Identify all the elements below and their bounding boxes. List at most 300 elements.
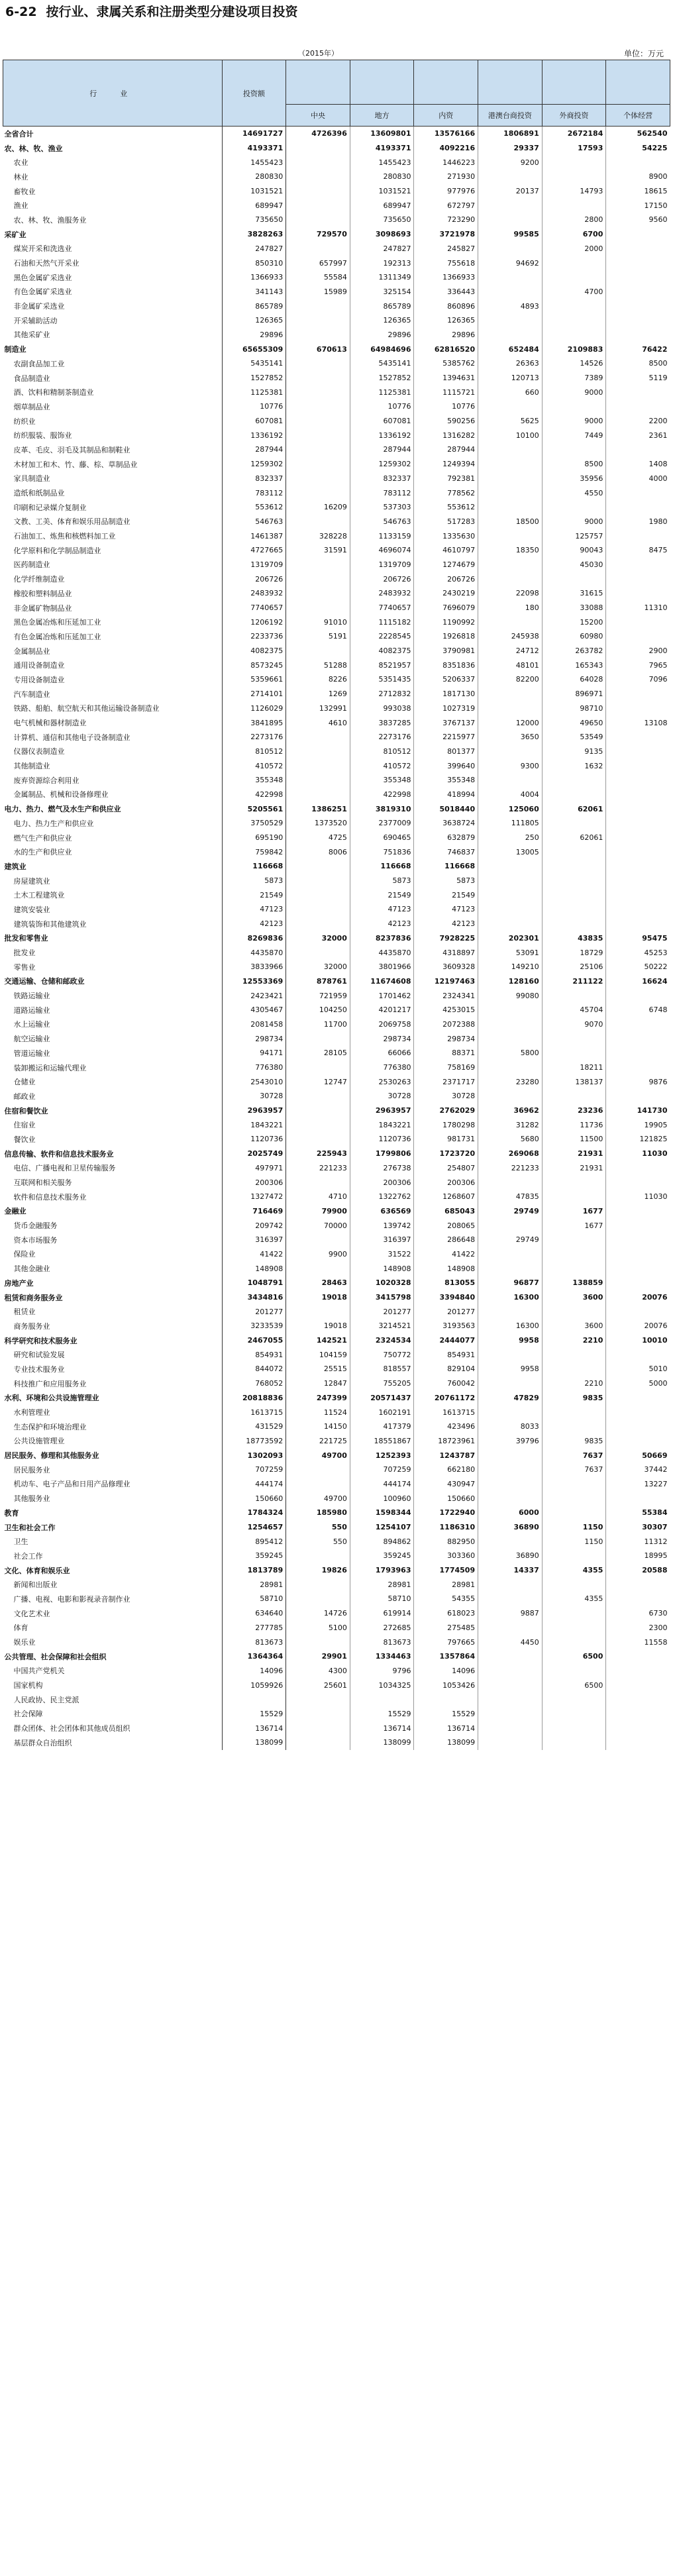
- row-label: 国家机构: [3, 1678, 223, 1692]
- value-cell: [542, 500, 606, 515]
- value-cell: [286, 558, 350, 572]
- col-header-foreign: 外商投资: [542, 105, 606, 127]
- value-cell: 1334463: [350, 1649, 414, 1664]
- table-number: 6-22: [5, 5, 37, 19]
- value-cell: 729570: [286, 227, 350, 242]
- value-cell: 55384: [642, 1508, 668, 1518]
- value-cell: [606, 988, 670, 1003]
- value-cell: 410572: [350, 758, 414, 773]
- value-cell: [478, 917, 543, 931]
- value-cell: 277785: [222, 1621, 286, 1635]
- value-cell: 4305467: [222, 1003, 286, 1017]
- value-cell: 3819310: [350, 801, 414, 816]
- value-cell: 652484: [478, 342, 543, 356]
- value-cell: 3841895: [222, 715, 286, 730]
- subcategory-row: [3, 385, 670, 399]
- value-cell: 894862: [350, 1534, 414, 1549]
- value-cell: 29896: [414, 328, 478, 342]
- value-cell: [478, 1448, 543, 1463]
- value-cell: 832337: [222, 472, 286, 486]
- subcategory-row: [3, 1707, 670, 1722]
- value-cell: 12553369: [222, 974, 286, 989]
- subcategory-row: [3, 1190, 670, 1204]
- value-cell: 12847: [286, 1376, 350, 1391]
- value-cell: [286, 328, 350, 342]
- value-cell: [542, 1261, 606, 1276]
- value-cell: 3233539: [222, 1319, 286, 1333]
- value-cell: 22098: [478, 586, 543, 601]
- row-label: 其他制造业: [3, 758, 223, 773]
- value-cell: [542, 170, 606, 184]
- value-cell: [286, 1477, 350, 1492]
- value-cell: 111805: [478, 816, 543, 831]
- row-label: 其他采矿业: [3, 328, 223, 342]
- row-label: 食品制造业: [3, 371, 223, 386]
- value-cell: [286, 1592, 350, 1606]
- value-cell: [478, 472, 543, 486]
- subcategory-row: [3, 1419, 670, 1434]
- value-cell: 10776: [222, 399, 286, 414]
- value-cell: 47123: [414, 902, 478, 917]
- value-cell: 4610797: [414, 543, 478, 558]
- value-cell: 1319709: [222, 558, 286, 572]
- value-cell: 1322762: [350, 1190, 414, 1204]
- row-label: 渔业: [3, 198, 223, 213]
- value-cell: [606, 1434, 670, 1449]
- value-cell: 29337: [478, 141, 543, 156]
- value-cell: 3650: [478, 730, 543, 745]
- value-cell: 546763: [350, 515, 414, 529]
- value-cell: 280830: [222, 170, 286, 184]
- value-cell: 1613715: [414, 1405, 478, 1419]
- value-cell: 607081: [222, 414, 286, 429]
- value-cell: 854931: [414, 1347, 478, 1362]
- value-cell: [606, 256, 670, 270]
- value-cell: 1302093: [222, 1448, 286, 1463]
- value-cell: 18500: [478, 515, 543, 529]
- value-cell: 1150: [542, 1534, 606, 1549]
- value-cell: 39796: [478, 1434, 543, 1449]
- row-label: 居民服务、修理和其他服务业: [3, 1448, 223, 1463]
- value-cell: 25106: [542, 960, 606, 974]
- value-cell: 7696079: [414, 601, 478, 615]
- value-cell: 15200: [542, 615, 606, 629]
- value-cell: 721959: [286, 988, 350, 1003]
- value-cell: [478, 1247, 543, 1262]
- row-label: 体育: [3, 1621, 223, 1635]
- value-cell: 1031521: [222, 184, 286, 199]
- value-cell: 4435870: [350, 945, 414, 960]
- value-cell: [606, 1233, 670, 1247]
- value-cell: 4893: [478, 299, 543, 313]
- value-cell: 850310: [222, 256, 286, 270]
- subcategory-row: [3, 1606, 670, 1621]
- value-cell: [542, 270, 606, 285]
- value-cell: [542, 1606, 606, 1621]
- subcategory-row: [3, 917, 670, 931]
- value-cell: 860896: [414, 299, 478, 313]
- category-row: [3, 1290, 670, 1305]
- value-cell: [606, 687, 670, 701]
- row-label: 水上运输业: [3, 1017, 223, 1032]
- value-cell: [286, 773, 350, 788]
- subcategory-row: [3, 601, 670, 615]
- row-label: 非金属矿采选业: [3, 299, 223, 313]
- value-cell: [542, 874, 606, 888]
- row-label: 邮政业: [3, 1089, 223, 1104]
- value-cell: [542, 1506, 606, 1520]
- value-cell: 685043: [414, 1204, 478, 1219]
- value-cell: [542, 572, 606, 586]
- value-cell: [606, 1692, 670, 1707]
- value-cell: 844072: [222, 1362, 286, 1376]
- subcategory-row: [3, 1017, 670, 1032]
- value-cell: [286, 859, 350, 874]
- value-cell: 1133159: [350, 529, 414, 543]
- value-cell: [542, 1491, 606, 1506]
- value-cell: 5873: [414, 874, 478, 888]
- value-cell: 2233736: [222, 629, 286, 644]
- value-cell: [542, 1190, 606, 1204]
- value-cell: 14793: [542, 184, 606, 199]
- value-cell: 99585: [478, 227, 543, 242]
- value-cell: 20076: [642, 1293, 668, 1302]
- unit-label: 单位：万元: [623, 49, 664, 58]
- table-header: [3, 60, 670, 127]
- subcategory-row: [3, 816, 670, 831]
- value-cell: 1268607: [414, 1190, 478, 1204]
- value-cell: 206726: [350, 572, 414, 586]
- row-label: 建筑装饰和其他建筑业: [3, 917, 223, 931]
- value-cell: 497971: [222, 1161, 286, 1176]
- value-cell: 62061: [542, 831, 606, 845]
- value-cell: [286, 515, 350, 529]
- value-cell: 221233: [478, 1161, 543, 1176]
- value-cell: 287944: [350, 442, 414, 457]
- value-cell: 19018: [286, 1319, 350, 1333]
- value-cell: [286, 299, 350, 313]
- category-row: [3, 1276, 670, 1290]
- value-cell: [286, 902, 350, 917]
- value-cell: 1817130: [414, 687, 478, 701]
- value-cell: [286, 198, 350, 213]
- value-cell: 3415798: [350, 1290, 414, 1305]
- value-cell: 1784324: [222, 1506, 286, 1520]
- value-cell: [606, 1707, 670, 1722]
- value-cell: 9200: [478, 155, 543, 170]
- value-cell: 1316282: [414, 428, 478, 442]
- row-label: 软件和信息技术服务业: [3, 1190, 223, 1204]
- value-cell: 431529: [222, 1419, 286, 1434]
- value-cell: 138137: [542, 1074, 606, 1089]
- value-cell: [286, 428, 350, 442]
- value-cell: [606, 1391, 670, 1406]
- value-cell: 150660: [414, 1491, 478, 1506]
- value-cell: 813673: [222, 1635, 286, 1649]
- value-cell: 778562: [414, 486, 478, 500]
- value-cell: 12000: [478, 715, 543, 730]
- value-cell: 116668: [414, 859, 478, 874]
- value-cell: 148908: [222, 1261, 286, 1276]
- category-row: [3, 1333, 670, 1348]
- value-cell: 9796: [350, 1664, 414, 1678]
- value-cell: 4435870: [222, 945, 286, 960]
- value-cell: 1034325: [350, 1678, 414, 1692]
- value-cell: 136714: [222, 1721, 286, 1735]
- value-cell: 18729: [542, 945, 606, 960]
- value-cell: [606, 299, 670, 313]
- value-cell: 2483932: [350, 586, 414, 601]
- value-cell: [286, 1577, 350, 1592]
- value-cell: [478, 1060, 543, 1075]
- value-cell: [286, 1031, 350, 1046]
- value-cell: [286, 399, 350, 414]
- row-label: 建筑业: [3, 859, 223, 874]
- value-cell: 16300: [478, 1319, 543, 1333]
- value-cell: 3801966: [350, 960, 414, 974]
- value-cell: 19826: [286, 1563, 350, 1578]
- value-cell: 2324534: [350, 1333, 414, 1348]
- row-label: 基层群众自治组织: [3, 1735, 223, 1750]
- row-label: 非金属矿物制品业: [3, 601, 223, 615]
- subcategory-row: [3, 1319, 670, 1333]
- value-cell: 1373520: [286, 816, 350, 831]
- value-cell: 1527852: [222, 371, 286, 386]
- value-cell: 4201217: [350, 1003, 414, 1017]
- value-cell: 1259302: [222, 457, 286, 472]
- value-cell: [286, 184, 350, 199]
- value-cell: 6500: [542, 1649, 606, 1664]
- value-cell: 31591: [286, 543, 350, 558]
- row-label: 航空运输业: [3, 1031, 223, 1046]
- subcategory-row: [3, 687, 670, 701]
- value-cell: 316397: [350, 1233, 414, 1247]
- value-cell: 3833966: [222, 960, 286, 974]
- value-cell: 29749: [478, 1233, 543, 1247]
- value-cell: [606, 1405, 670, 1419]
- row-label: 医药制造业: [3, 558, 223, 572]
- row-label: 批发业: [3, 945, 223, 960]
- value-cell: 37442: [644, 1465, 668, 1474]
- value-cell: 11736: [542, 1117, 606, 1132]
- value-cell: 1980: [648, 517, 668, 526]
- subcategory-row: [3, 1060, 670, 1075]
- value-cell: 14337: [478, 1563, 543, 1578]
- value-cell: 21549: [350, 888, 414, 902]
- value-cell: 5351435: [350, 672, 414, 687]
- value-cell: 707259: [222, 1463, 286, 1477]
- col-header-blank-6: [606, 60, 670, 105]
- value-cell: 82200: [478, 672, 543, 687]
- row-label: 金属制品、机械和设备修理业: [3, 788, 223, 802]
- value-cell: 1386251: [286, 801, 350, 816]
- row-label: 公共管理、社会保障和社会组织: [3, 1649, 223, 1664]
- value-cell: 1774509: [414, 1563, 478, 1578]
- value-cell: 8521957: [350, 658, 414, 672]
- value-cell: 9958: [478, 1362, 543, 1376]
- value-cell: 25515: [286, 1362, 350, 1376]
- value-cell: 813055: [414, 1276, 478, 1290]
- value-cell: 149210: [478, 960, 543, 974]
- row-label: 铁路、船舶、航空航天和其他运输设备制造业: [3, 701, 223, 716]
- value-cell: 18211: [542, 1060, 606, 1075]
- value-cell: 10776: [350, 399, 414, 414]
- subcategory-row: [3, 1376, 670, 1391]
- value-cell: 2215977: [414, 730, 478, 745]
- subcategory-row: [3, 543, 670, 558]
- value-cell: [286, 601, 350, 615]
- value-cell: 11312: [644, 1537, 668, 1546]
- value-cell: 11310: [644, 603, 668, 613]
- row-label: 有色金属矿采选业: [3, 285, 223, 299]
- subcategory-row: [3, 1261, 670, 1276]
- value-cell: [606, 730, 670, 745]
- value-cell: [542, 1247, 606, 1262]
- value-cell: 126365: [414, 313, 478, 328]
- value-cell: 4727665: [222, 543, 286, 558]
- value-cell: [606, 1491, 670, 1506]
- value-cell: [542, 1721, 606, 1735]
- value-cell: 1461387: [222, 529, 286, 543]
- value-cell: 206726: [414, 572, 478, 586]
- subcategory-row: [3, 1175, 670, 1190]
- value-cell: [606, 917, 670, 931]
- value-cell: 537303: [350, 500, 414, 515]
- value-cell: 76422: [642, 344, 668, 354]
- category-row: [3, 141, 670, 156]
- value-cell: [478, 1649, 543, 1664]
- subcategory-row: [3, 457, 670, 472]
- value-cell: [542, 1477, 606, 1492]
- row-label: 研究和试验发展: [3, 1347, 223, 1362]
- value-cell: [478, 1664, 543, 1678]
- col-header-individual: 个体经营: [606, 105, 670, 127]
- subcategory-row: [3, 701, 670, 716]
- subcategory-row: [3, 1621, 670, 1635]
- row-label: 资本市场服务: [3, 1233, 223, 1247]
- value-cell: 1120736: [222, 1132, 286, 1147]
- value-cell: 1408: [648, 460, 668, 469]
- subcategory-row: [3, 1692, 670, 1707]
- value-cell: [478, 1707, 543, 1722]
- value-cell: [286, 472, 350, 486]
- col-header-blank-5: [542, 60, 606, 105]
- value-cell: 818557: [350, 1362, 414, 1376]
- subcategory-row: [3, 874, 670, 888]
- value-cell: [542, 988, 606, 1003]
- value-cell: 1799806: [350, 1147, 414, 1161]
- value-cell: 7740657: [222, 601, 286, 615]
- value-cell: 5100: [286, 1621, 350, 1635]
- value-cell: 1366933: [222, 270, 286, 285]
- value-cell: 2228545: [350, 629, 414, 644]
- row-label: 其他金融业: [3, 1261, 223, 1276]
- value-cell: 53549: [542, 730, 606, 745]
- value-cell: 9887: [478, 1606, 543, 1621]
- value-cell: [542, 845, 606, 859]
- row-label: 农业: [3, 155, 223, 170]
- value-cell: [606, 1678, 670, 1692]
- value-cell: 689947: [222, 198, 286, 213]
- row-label: 林业: [3, 170, 223, 184]
- value-cell: 751836: [350, 845, 414, 859]
- value-cell: [606, 1347, 670, 1362]
- value-cell: 1254107: [350, 1520, 414, 1535]
- value-cell: 29896: [222, 328, 286, 342]
- value-cell: 94692: [478, 256, 543, 270]
- value-cell: 49700: [286, 1448, 350, 1463]
- value-cell: 16300: [478, 1290, 543, 1305]
- value-cell: 1027319: [414, 701, 478, 716]
- row-label: 有色金属冶炼和压延加工业: [3, 629, 223, 644]
- subcategory-row: [3, 184, 670, 199]
- value-cell: 792381: [414, 472, 478, 486]
- subcategory-row: [3, 902, 670, 917]
- value-cell: 4092216: [414, 141, 478, 156]
- subcategory-row: [3, 213, 670, 227]
- value-cell: 4193371: [222, 141, 286, 156]
- value-cell: 3434816: [222, 1290, 286, 1305]
- value-cell: 977976: [414, 184, 478, 199]
- value-cell: [286, 644, 350, 658]
- value-cell: [542, 1635, 606, 1649]
- value-cell: 9000: [542, 414, 606, 429]
- value-cell: 26363: [478, 356, 543, 371]
- value-cell: 25601: [286, 1678, 350, 1692]
- subcategory-row: [3, 299, 670, 313]
- value-cell: 2210: [542, 1333, 606, 1348]
- value-cell: [478, 170, 543, 184]
- value-cell: [606, 1304, 670, 1319]
- subcategory-row: [3, 1577, 670, 1592]
- value-cell: 200306: [350, 1175, 414, 1190]
- value-cell: 20818836: [222, 1391, 286, 1406]
- value-cell: 636569: [350, 1204, 414, 1219]
- value-cell: 723290: [414, 213, 478, 227]
- value-cell: 47835: [478, 1190, 543, 1204]
- value-cell: 18350: [478, 543, 543, 558]
- value-cell: 28981: [222, 1577, 286, 1592]
- value-cell: 10100: [478, 428, 543, 442]
- value-cell: [478, 1678, 543, 1692]
- value-cell: 20137: [478, 184, 543, 199]
- value-cell: [478, 328, 543, 342]
- value-cell: [542, 1362, 606, 1376]
- value-cell: 99080: [478, 988, 543, 1003]
- row-label: 保险业: [3, 1247, 223, 1262]
- value-cell: [606, 1017, 670, 1032]
- value-cell: 1527852: [350, 371, 414, 386]
- value-cell: 1274679: [414, 558, 478, 572]
- value-cell: 23236: [542, 1104, 606, 1118]
- value-cell: 832337: [350, 472, 414, 486]
- value-cell: 29901: [286, 1649, 350, 1664]
- value-cell: 10776: [414, 399, 478, 414]
- value-cell: 14150: [286, 1419, 350, 1434]
- value-cell: [478, 572, 543, 586]
- value-cell: 801377: [414, 745, 478, 759]
- value-cell: [286, 1117, 350, 1132]
- value-cell: 3394840: [414, 1290, 478, 1305]
- value-cell: 120713: [478, 371, 543, 386]
- value-cell: 5205561: [222, 801, 286, 816]
- subcategory-row: [3, 988, 670, 1003]
- value-cell: 2361: [648, 431, 668, 440]
- row-label: 铁路运输业: [3, 988, 223, 1003]
- row-label: 专用设备制造业: [3, 672, 223, 687]
- value-cell: 423496: [414, 1419, 478, 1434]
- value-cell: [286, 414, 350, 429]
